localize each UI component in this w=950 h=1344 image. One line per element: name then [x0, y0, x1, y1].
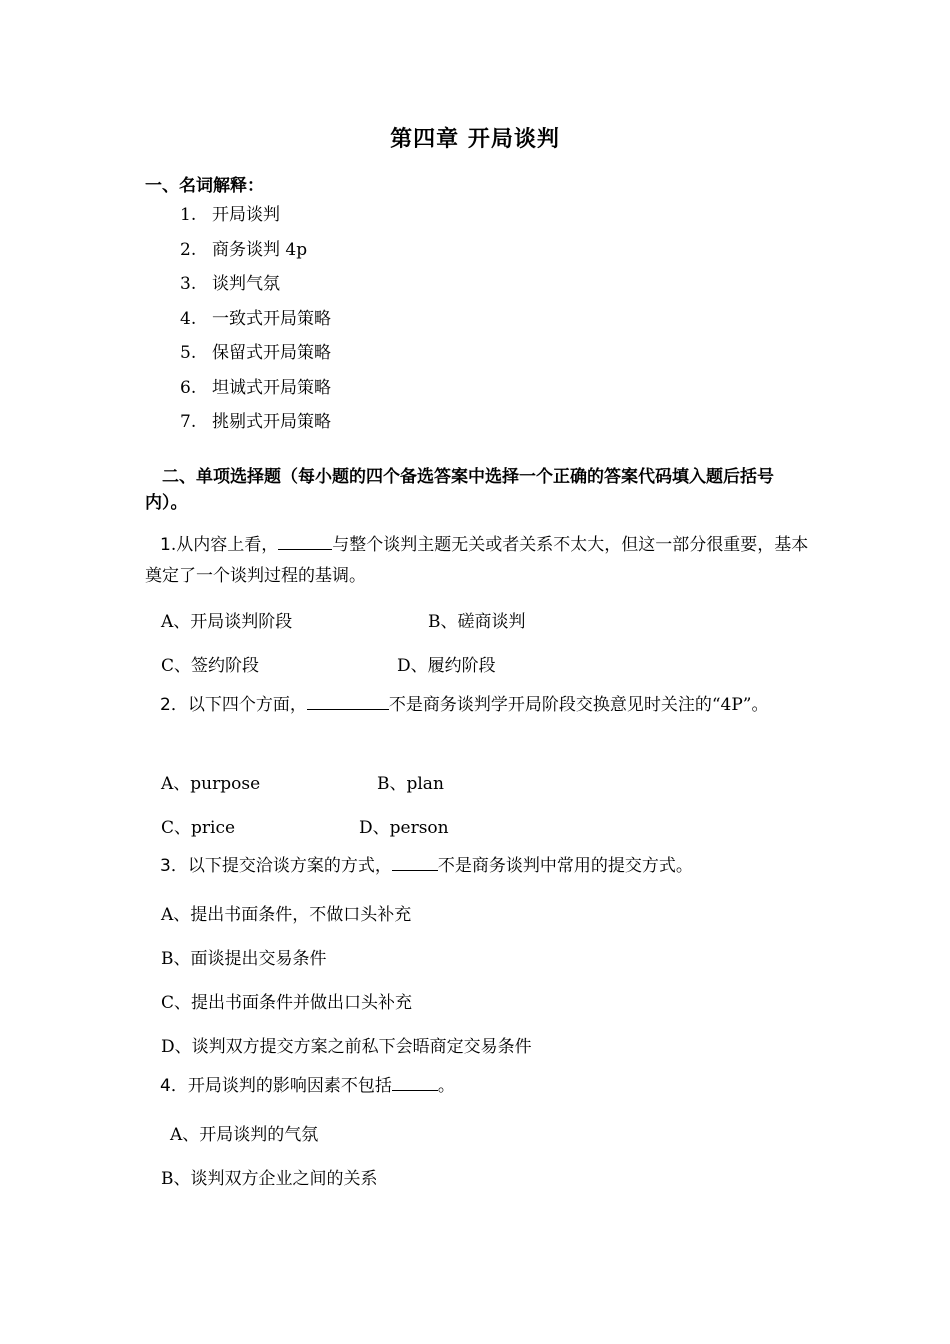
question-number: 1 — [160, 535, 171, 555]
term-text: 开局谈判 — [212, 205, 280, 225]
term-text: 坦诚式开局策略 — [212, 378, 331, 398]
question-text-post: 不是商务谈判中常用的提交方式。 — [437, 856, 693, 876]
question-text-post: 不是商务谈判学开局阶段交换意见时关注的“4P”。 — [388, 695, 769, 715]
option-b: B、磋商谈判 — [428, 612, 526, 632]
option-a: A、提出书面条件，不做口头补充 — [161, 905, 412, 925]
term-number: 1. — [180, 205, 197, 225]
option-a: A、开局谈判的气氛 — [170, 1125, 319, 1145]
question-number: 3 — [160, 856, 171, 876]
term-text: 一致式开局策略 — [212, 309, 331, 329]
term-item — [180, 338, 331, 363]
question-text-post: 与整个谈判主题无关或者关系不太大，但这一部分很重要，基本奠定了一个谈判过程的基调。 — [145, 535, 809, 586]
term-item — [180, 200, 280, 225]
option-a: A、开局谈判阶段 — [161, 612, 293, 632]
section-1-heading: 一、名词解释： — [145, 176, 264, 196]
term-number: 6. — [180, 378, 197, 398]
answer-blank — [392, 869, 438, 871]
question-1 — [145, 530, 815, 592]
question-number: 2 — [160, 695, 171, 715]
term-number: 7. — [180, 412, 197, 432]
section-2-heading: 二、单项选择题（每小题的四个备选答案中选择一个正确的答案代码填入题后括号内）。 — [145, 467, 774, 513]
term-item — [180, 407, 331, 432]
option-b: B、面谈提出交易条件 — [161, 949, 327, 969]
option-b: B、谈判双方企业之间的关系 — [161, 1169, 378, 1189]
term-number: 2. — [180, 240, 197, 260]
option-b: B、plan — [377, 774, 444, 794]
term-item — [180, 235, 307, 260]
term-item — [180, 373, 331, 398]
page-title: 第四章 开局谈判 — [390, 127, 560, 152]
answer-blank — [307, 708, 389, 710]
option-a: A、purpose — [161, 774, 261, 794]
term-item — [180, 269, 280, 294]
question-3 — [145, 851, 815, 882]
question-text-pre: ．开局谈判的影响因素不包括 — [170, 1076, 392, 1096]
option-d: D、履约阶段 — [397, 656, 496, 676]
term-number: 5. — [180, 343, 197, 363]
question-text-pre: ．以下提交洽谈方案的方式， — [170, 856, 392, 876]
option-c: C、签约阶段 — [161, 656, 260, 676]
answer-blank — [278, 548, 332, 550]
term-text: 挑剔式开局策略 — [212, 412, 331, 432]
term-text: 商务谈判 4p — [212, 240, 308, 260]
answer-blank — [392, 1089, 438, 1091]
option-d: D、谈判双方提交方案之前私下会晤商定交易条件 — [161, 1037, 532, 1057]
term-number: 4. — [180, 309, 197, 329]
question-text-pre: .从内容上看， — [170, 535, 279, 555]
question-text-post: 。 — [437, 1076, 455, 1096]
option-c: C、提出书面条件并做出口头补充 — [161, 993, 413, 1013]
option-d: D、person — [359, 818, 449, 838]
question-number: 4 — [160, 1076, 171, 1096]
question-4 — [145, 1071, 815, 1102]
question-text-pre: ．以下四个方面， — [170, 695, 307, 715]
term-text: 保留式开局策略 — [212, 343, 331, 363]
term-number: 3. — [180, 274, 197, 294]
term-text: 谈判气氛 — [212, 274, 280, 294]
question-2 — [145, 690, 815, 721]
option-c: C、price — [161, 818, 236, 838]
term-item — [180, 304, 331, 329]
